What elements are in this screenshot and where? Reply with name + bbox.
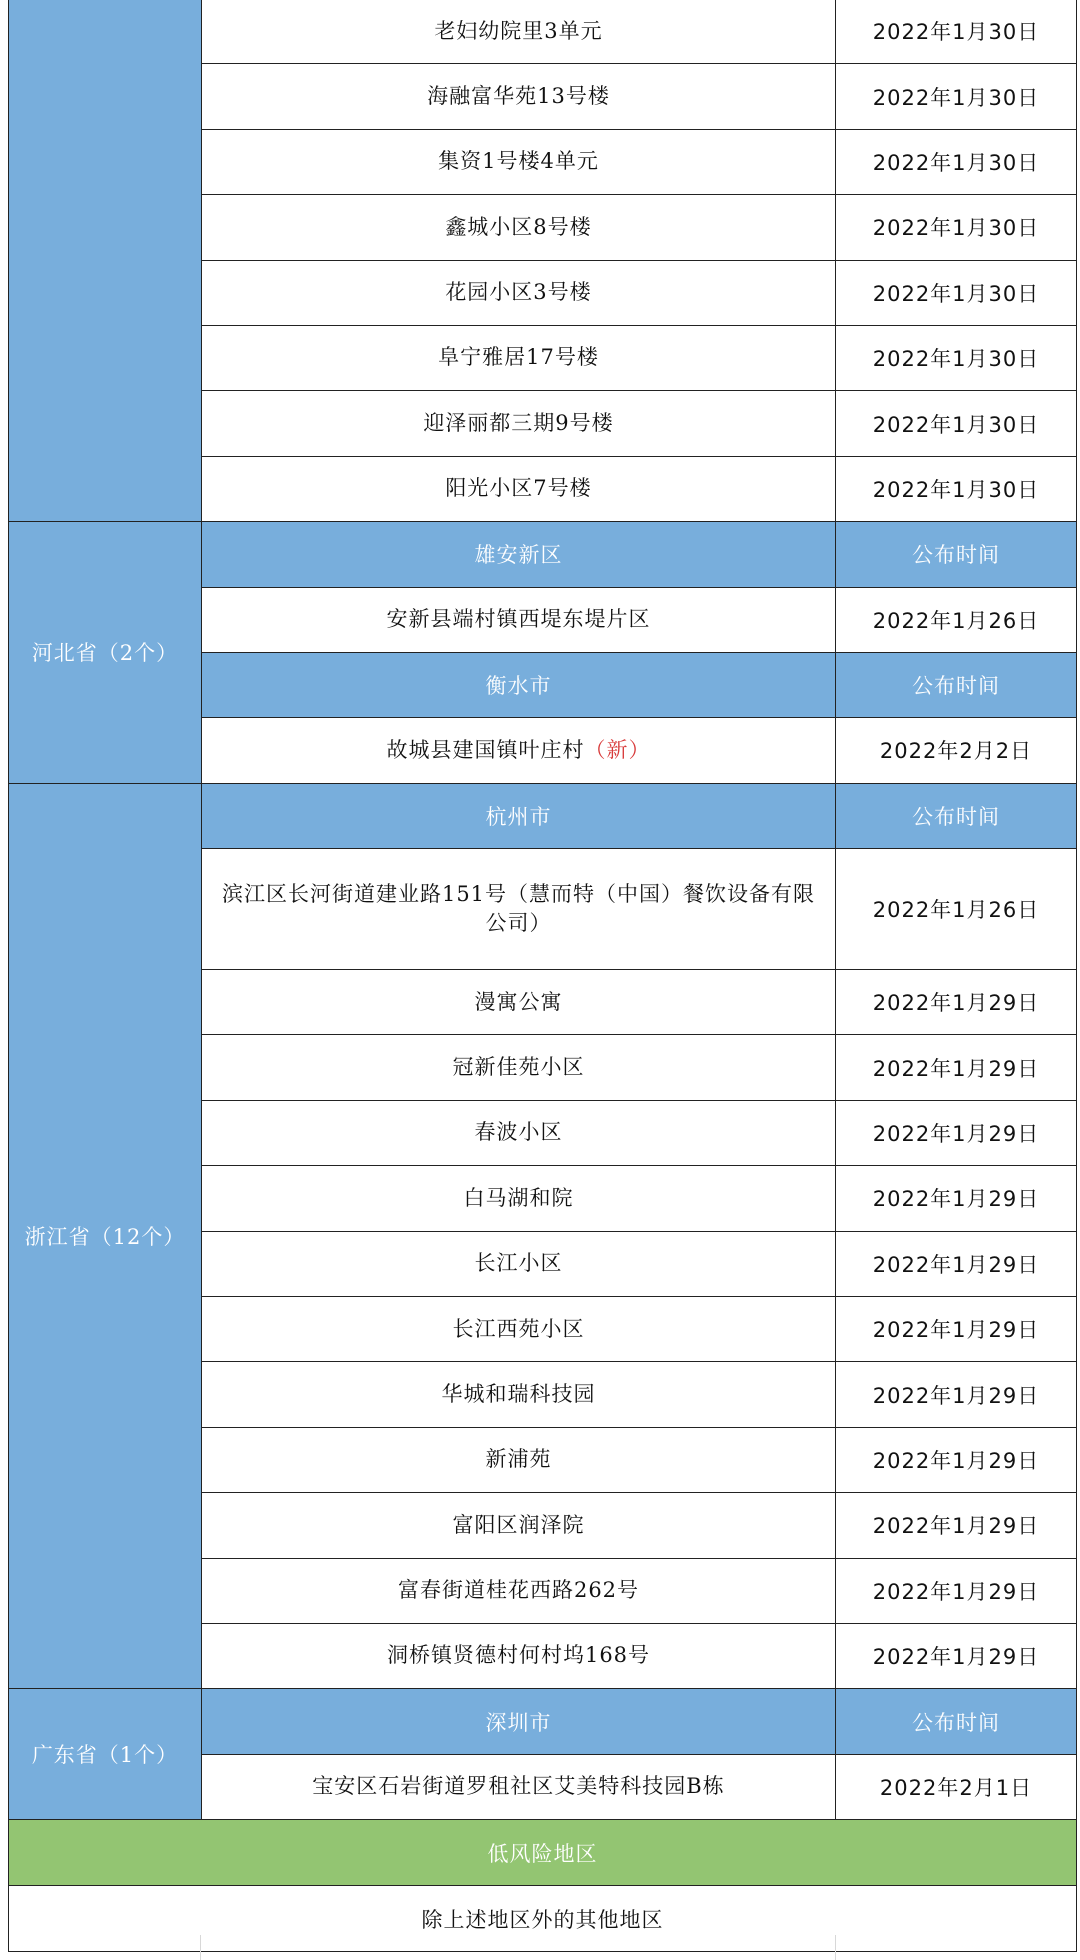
time-header: 公布时间: [836, 783, 1077, 848]
time-header: 公布时间: [836, 522, 1077, 587]
province-cell-guangdong: 广东省（1个）: [9, 1689, 202, 1820]
place-cell: 安新县端村镇西堤东堤片区: [202, 587, 836, 652]
province-cell-continued: [9, 0, 202, 522]
place-cell: 鑫城小区8号楼: [202, 195, 836, 260]
place-cell: 阜宁雅居17号楼: [202, 325, 836, 390]
place-cell: 迎泽丽都三期9号楼: [202, 391, 836, 456]
place-cell: 阳光小区7号楼: [202, 456, 836, 521]
date-cell: 2022年2月1日: [836, 1754, 1077, 1819]
city-header-row: [9, 1689, 1077, 1754]
date-cell: 2022年1月29日: [836, 1100, 1077, 1165]
place-cell: 老妇幼院里3单元: [202, 0, 836, 64]
time-header: 公布时间: [836, 652, 1077, 717]
date-cell: 2022年1月30日: [836, 0, 1077, 64]
city-name-header: 深圳市: [202, 1689, 836, 1754]
low-risk-title: 低风险地区: [9, 1820, 1077, 1886]
new-tag: （新）: [584, 737, 651, 762]
place-cell: 花园小区3号楼: [202, 260, 836, 325]
date-cell: 2022年1月29日: [836, 1035, 1077, 1100]
place-cell: 集资1号楼4单元: [202, 129, 836, 194]
risk-area-table: [8, 0, 1077, 1952]
faint-grid-line: [835, 1935, 836, 1960]
place-cell: 白马湖和院: [202, 1166, 836, 1231]
province-cell-zhejiang: 浙江省（12个）: [9, 783, 202, 1689]
date-cell: 2022年1月30日: [836, 260, 1077, 325]
city-name-header: 雄安新区: [202, 522, 836, 587]
date-cell: 2022年1月29日: [836, 1297, 1077, 1362]
date-cell: 2022年1月30日: [836, 456, 1077, 521]
date-cell: 2022年1月30日: [836, 195, 1077, 260]
faint-grid-line: [200, 1935, 201, 1960]
date-cell: 2022年1月30日: [836, 64, 1077, 129]
place-cell: 富春街道桂花西路262号: [202, 1558, 836, 1623]
date-cell: 2022年1月29日: [836, 1427, 1077, 1492]
place-cell: 长江西苑小区: [202, 1297, 836, 1362]
place-cell: 长江小区: [202, 1231, 836, 1296]
date-cell: 2022年1月26日: [836, 587, 1077, 652]
date-cell: 2022年2月2日: [836, 718, 1077, 783]
time-header: 公布时间: [836, 1689, 1077, 1754]
low-risk-text: 除上述地区外的其他地区: [9, 1886, 1077, 1952]
city-header-row: [9, 783, 1077, 848]
place-cell: 洞桥镇贤德村何村坞168号: [202, 1623, 836, 1688]
place-cell: 滨江区长河街道建业路151号（慧而特（中国）餐饮设备有限公司）: [202, 849, 836, 970]
place-cell: 海融富华苑13号楼: [202, 64, 836, 129]
date-cell: 2022年1月29日: [836, 1231, 1077, 1296]
place-cell: 新浦苑: [202, 1427, 836, 1492]
low-risk-header-row: [9, 1820, 1077, 1886]
place-cell: 春波小区: [202, 1100, 836, 1165]
place-cell: 富阳区润泽院: [202, 1493, 836, 1558]
place-cell: 华城和瑞科技园: [202, 1362, 836, 1427]
date-cell: 2022年1月29日: [836, 1558, 1077, 1623]
place-cell: 冠新佳苑小区: [202, 1035, 836, 1100]
date-cell: 2022年1月29日: [836, 1623, 1077, 1688]
city-header-row: [9, 522, 1077, 587]
table-row: [9, 0, 1077, 64]
city-name-header: 衡水市: [202, 652, 836, 717]
low-risk-row: [9, 1886, 1077, 1952]
place-cell: [202, 718, 836, 783]
date-cell: 2022年1月30日: [836, 391, 1077, 456]
place-text: 故城县建国镇叶庄村: [386, 737, 585, 762]
place-cell: 漫寓公寓: [202, 970, 836, 1035]
province-cell-hebei: 河北省（2个）: [9, 522, 202, 784]
date-cell: 2022年1月29日: [836, 1493, 1077, 1558]
date-cell: 2022年1月29日: [836, 1362, 1077, 1427]
date-cell: 2022年1月29日: [836, 970, 1077, 1035]
place-cell: 宝安区石岩街道罗租社区艾美特科技园B栋: [202, 1754, 836, 1819]
date-cell: 2022年1月29日: [836, 1166, 1077, 1231]
date-cell: 2022年1月30日: [836, 129, 1077, 194]
city-name-header: 杭州市: [202, 783, 836, 848]
date-cell: 2022年1月30日: [836, 325, 1077, 390]
date-cell: 2022年1月26日: [836, 849, 1077, 970]
